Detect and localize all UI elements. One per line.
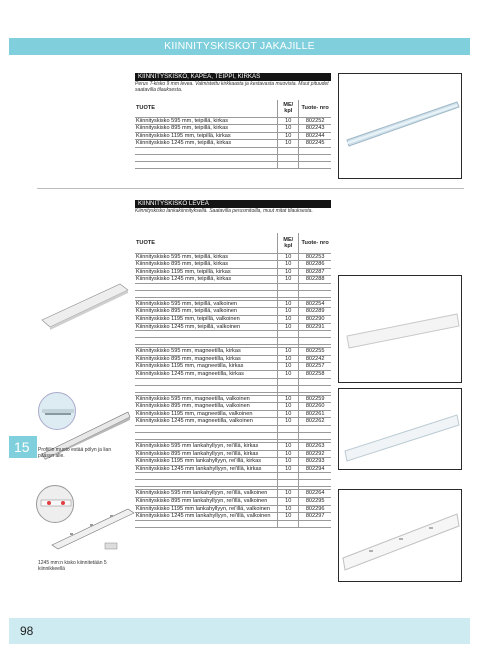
table-row xyxy=(135,140,331,148)
product-qty: 10 xyxy=(278,505,299,513)
table-row xyxy=(135,465,331,473)
col-product: TUOTE xyxy=(135,233,278,253)
product-qty: 10 xyxy=(278,418,299,426)
product-qty: 10 xyxy=(278,140,299,148)
table-row xyxy=(135,253,331,261)
product-number: 802259 xyxy=(299,395,331,403)
table-spacer-row xyxy=(135,290,331,297)
product-number: 802297 xyxy=(299,513,331,521)
table-header xyxy=(135,233,331,253)
product-qty: 10 xyxy=(278,490,299,498)
table-row xyxy=(135,403,331,411)
product-name: Kiinnityskisko 595 mm, magneetilla, valkoinen xyxy=(135,395,278,403)
product-qty: 10 xyxy=(278,308,299,316)
table-row xyxy=(135,410,331,418)
product-qty: 10 xyxy=(278,300,299,308)
product-photo-wide-rail xyxy=(338,275,462,383)
product-name: Kiinnityskisko 1245 mm lankahyllyyn, rei'illä, valkoinen xyxy=(135,513,278,521)
table-row xyxy=(135,316,331,324)
table-row xyxy=(135,261,331,269)
page-header: KIINNITYSKISKOT JAKAJILLE xyxy=(9,38,470,55)
product-number: 802245 xyxy=(299,140,331,148)
product-name: Kiinnityskisko 1245 mm, magneetilla, valkoinen xyxy=(135,418,278,426)
clip-caption: 1245 mm:n kisko kiinnitetään 5 kiinnikkeellä xyxy=(38,560,107,572)
product-name: Kiinnityskisko 1195 mm lankahyllyyn, rei'illä, kirkas xyxy=(135,458,278,466)
product-number: 802252 xyxy=(299,117,331,125)
product-number: 802255 xyxy=(299,348,331,356)
table-header xyxy=(135,100,331,117)
product-number: 802261 xyxy=(299,410,331,418)
table-spacer-row xyxy=(135,161,331,168)
page-number: 98 xyxy=(20,624,34,638)
table-row xyxy=(135,276,331,284)
col-qty: ME/ kpl xyxy=(278,100,299,117)
table-row xyxy=(135,450,331,458)
table-row xyxy=(135,371,331,379)
product-number: 802294 xyxy=(299,465,331,473)
product-name: Kiinnityskisko 1195 mm, magneetilla, valkoinen xyxy=(135,410,278,418)
table-row xyxy=(135,323,331,331)
product-name: Kiinnityskisko 895 mm, teipillä, kirkas xyxy=(135,261,278,269)
wire-rail-illustration xyxy=(50,505,136,551)
table-row xyxy=(135,268,331,276)
product-number: 802257 xyxy=(299,363,331,371)
product-name: Kiinnityskisko 595 mm lankahyllyyn, rei'illä, valkoinen xyxy=(135,490,278,498)
product-qty: 10 xyxy=(278,395,299,403)
col-no: Tuote- nro xyxy=(299,233,331,253)
product-number: 802243 xyxy=(299,125,331,133)
product-number: 802289 xyxy=(299,308,331,316)
product-qty: 10 xyxy=(278,513,299,521)
table-spacer-row xyxy=(135,338,331,345)
product-name: Kiinnityskisko 895 mm, teipillä, valkoinen xyxy=(135,308,278,316)
table-row xyxy=(135,443,331,451)
section-divider xyxy=(37,188,464,189)
section1-title: KIINNITYSKISKO, KAPEA, TEIPPI, KIRKAS xyxy=(135,73,331,81)
product-number: 802296 xyxy=(299,505,331,513)
product-name: Kiinnityskisko 1245 mm lankahyllyyn, rei'illä, kirkas xyxy=(135,465,278,473)
table-row xyxy=(135,117,331,125)
product-qty: 10 xyxy=(278,253,299,261)
section1-description: Perus T-kisko 9 mm levea. Valmistettu kirkkaasta ja kestavasta muovista. Muut pituudet saatavilla tilauksesta. xyxy=(135,81,329,93)
product-number: 802295 xyxy=(299,497,331,505)
profile-caption: Profiilin muoto estää pölyn ja lian pääsyn alle. xyxy=(38,447,112,459)
col-no: Tuote- nro xyxy=(299,100,331,117)
product-qty: 10 xyxy=(278,117,299,125)
table-spacer-row xyxy=(135,331,331,338)
product-number: 802242 xyxy=(299,355,331,363)
product-qty: 10 xyxy=(278,450,299,458)
product-qty: 10 xyxy=(278,132,299,140)
table-row xyxy=(135,490,331,498)
table-row xyxy=(135,355,331,363)
product-number: 802260 xyxy=(299,403,331,411)
section2-title: KIINNITYSKISKO LEVEÄ xyxy=(135,200,331,208)
table-row xyxy=(135,418,331,426)
page-footer xyxy=(9,618,470,644)
product-number: 802288 xyxy=(299,276,331,284)
product-photo-magnetic-rail xyxy=(338,388,462,470)
product-number: 802253 xyxy=(299,253,331,261)
product-number: 802286 xyxy=(299,261,331,269)
section2-table xyxy=(135,233,331,528)
table-row xyxy=(135,300,331,308)
section2-description: Kiinnityskisko lankakiinnityksellä. Saatavilla perusmitoilla, muut mitat tilauksesta. xyxy=(135,208,313,214)
product-number: 802264 xyxy=(299,490,331,498)
col-qty: ME/ kpl xyxy=(278,233,299,253)
product-qty: 10 xyxy=(278,261,299,269)
product-number: 802291 xyxy=(299,323,331,331)
product-number: 802287 xyxy=(299,268,331,276)
table-spacer-row xyxy=(135,283,331,290)
product-number: 802263 xyxy=(299,443,331,451)
product-name: Kiinnityskisko 595 mm, magneetilla, kirkas xyxy=(135,348,278,356)
product-qty: 10 xyxy=(278,458,299,466)
product-number: 802292 xyxy=(299,450,331,458)
table-spacer-row xyxy=(135,473,331,480)
product-qty: 10 xyxy=(278,410,299,418)
product-name: Kiinnityskisko 595 mm lankahyllyyn, rei'illä, kirkas xyxy=(135,443,278,451)
product-qty: 10 xyxy=(278,323,299,331)
product-name: Kiinnityskisko 1245 mm, teipillä, kirkas xyxy=(135,140,278,148)
product-qty: 10 xyxy=(278,125,299,133)
table-row xyxy=(135,497,331,505)
table-row xyxy=(135,363,331,371)
wide-rail-illustration xyxy=(40,280,130,330)
product-qty: 10 xyxy=(278,348,299,356)
col-product: TUOTE xyxy=(135,100,278,117)
table-spacer-row xyxy=(135,385,331,392)
table-row xyxy=(135,348,331,356)
product-photo-narrow-rail xyxy=(338,73,462,179)
table-spacer-row xyxy=(135,433,331,440)
product-qty: 10 xyxy=(278,268,299,276)
product-name: Kiinnityskisko 895 mm, magneetilla, valkoinen xyxy=(135,403,278,411)
table-spacer-row xyxy=(135,520,331,527)
product-qty: 10 xyxy=(278,355,299,363)
table-row xyxy=(135,513,331,521)
product-name: Kiinnityskisko 895 mm, magneetilla, kirkas xyxy=(135,355,278,363)
product-name: Kiinnityskisko 1245 mm, magneetilla, kirkas xyxy=(135,371,278,379)
table-row xyxy=(135,395,331,403)
product-name: Kiinnityskisko 1245 mm, teipillä, kirkas xyxy=(135,276,278,284)
product-qty: 10 xyxy=(278,465,299,473)
product-qty: 10 xyxy=(278,443,299,451)
table-spacer-row xyxy=(135,147,331,154)
product-name: Kiinnityskisko 595 mm, teipillä, kirkas xyxy=(135,253,278,261)
product-name: Kiinnityskisko 1245 mm, teipillä, valkoinen xyxy=(135,323,278,331)
product-number: 802254 xyxy=(299,300,331,308)
table-row xyxy=(135,308,331,316)
product-name: Kiinnityskisko 595 mm, teipillä, valkoinen xyxy=(135,300,278,308)
product-photo-wire-rail xyxy=(338,489,462,582)
rail-image xyxy=(339,74,462,179)
product-number: 802293 xyxy=(299,458,331,466)
product-name: Kiinnityskisko 1195 mm, teipillä, kirkas xyxy=(135,268,278,276)
table-spacer-row xyxy=(135,426,331,433)
product-number: 802262 xyxy=(299,418,331,426)
product-name: Kiinnityskisko 1195 mm, teipillä, valkoinen xyxy=(135,316,278,324)
product-name: Kiinnityskisko 895 mm lankahyllyyn, rei'illä, kirkas xyxy=(135,450,278,458)
product-qty: 10 xyxy=(278,497,299,505)
clip-illustration xyxy=(104,541,118,551)
table-spacer-row xyxy=(135,154,331,161)
product-name: Kiinnityskisko 895 mm, teipillä, kirkas xyxy=(135,125,278,133)
table-row xyxy=(135,505,331,513)
chapter-tab: 15 xyxy=(9,436,37,458)
product-name: Kiinnityskisko 895 mm lankahyllyyn, rei'illä, valkoinen xyxy=(135,497,278,505)
section1-table xyxy=(135,100,331,169)
product-qty: 10 xyxy=(278,276,299,284)
product-qty: 10 xyxy=(278,403,299,411)
product-number: 802290 xyxy=(299,316,331,324)
product-number: 802244 xyxy=(299,132,331,140)
table-row xyxy=(135,125,331,133)
product-name: Kiinnityskisko 595 mm, teipillä, kirkas xyxy=(135,117,278,125)
product-name: Kiinnityskisko 1195 mm, magneetilla, kirkas xyxy=(135,363,278,371)
product-qty: 10 xyxy=(278,371,299,379)
table-spacer-row xyxy=(135,480,331,487)
product-number: 802258 xyxy=(299,371,331,379)
table-row xyxy=(135,132,331,140)
product-qty: 10 xyxy=(278,316,299,324)
product-qty: 10 xyxy=(278,363,299,371)
product-name: Kiinnityskisko 1195 mm, teipillä, kirkas xyxy=(135,132,278,140)
table-row xyxy=(135,458,331,466)
table-spacer-row xyxy=(135,378,331,385)
product-name: Kiinnityskisko 1195 mm lankahyllyyn, rei'illä, valkoinen xyxy=(135,505,278,513)
